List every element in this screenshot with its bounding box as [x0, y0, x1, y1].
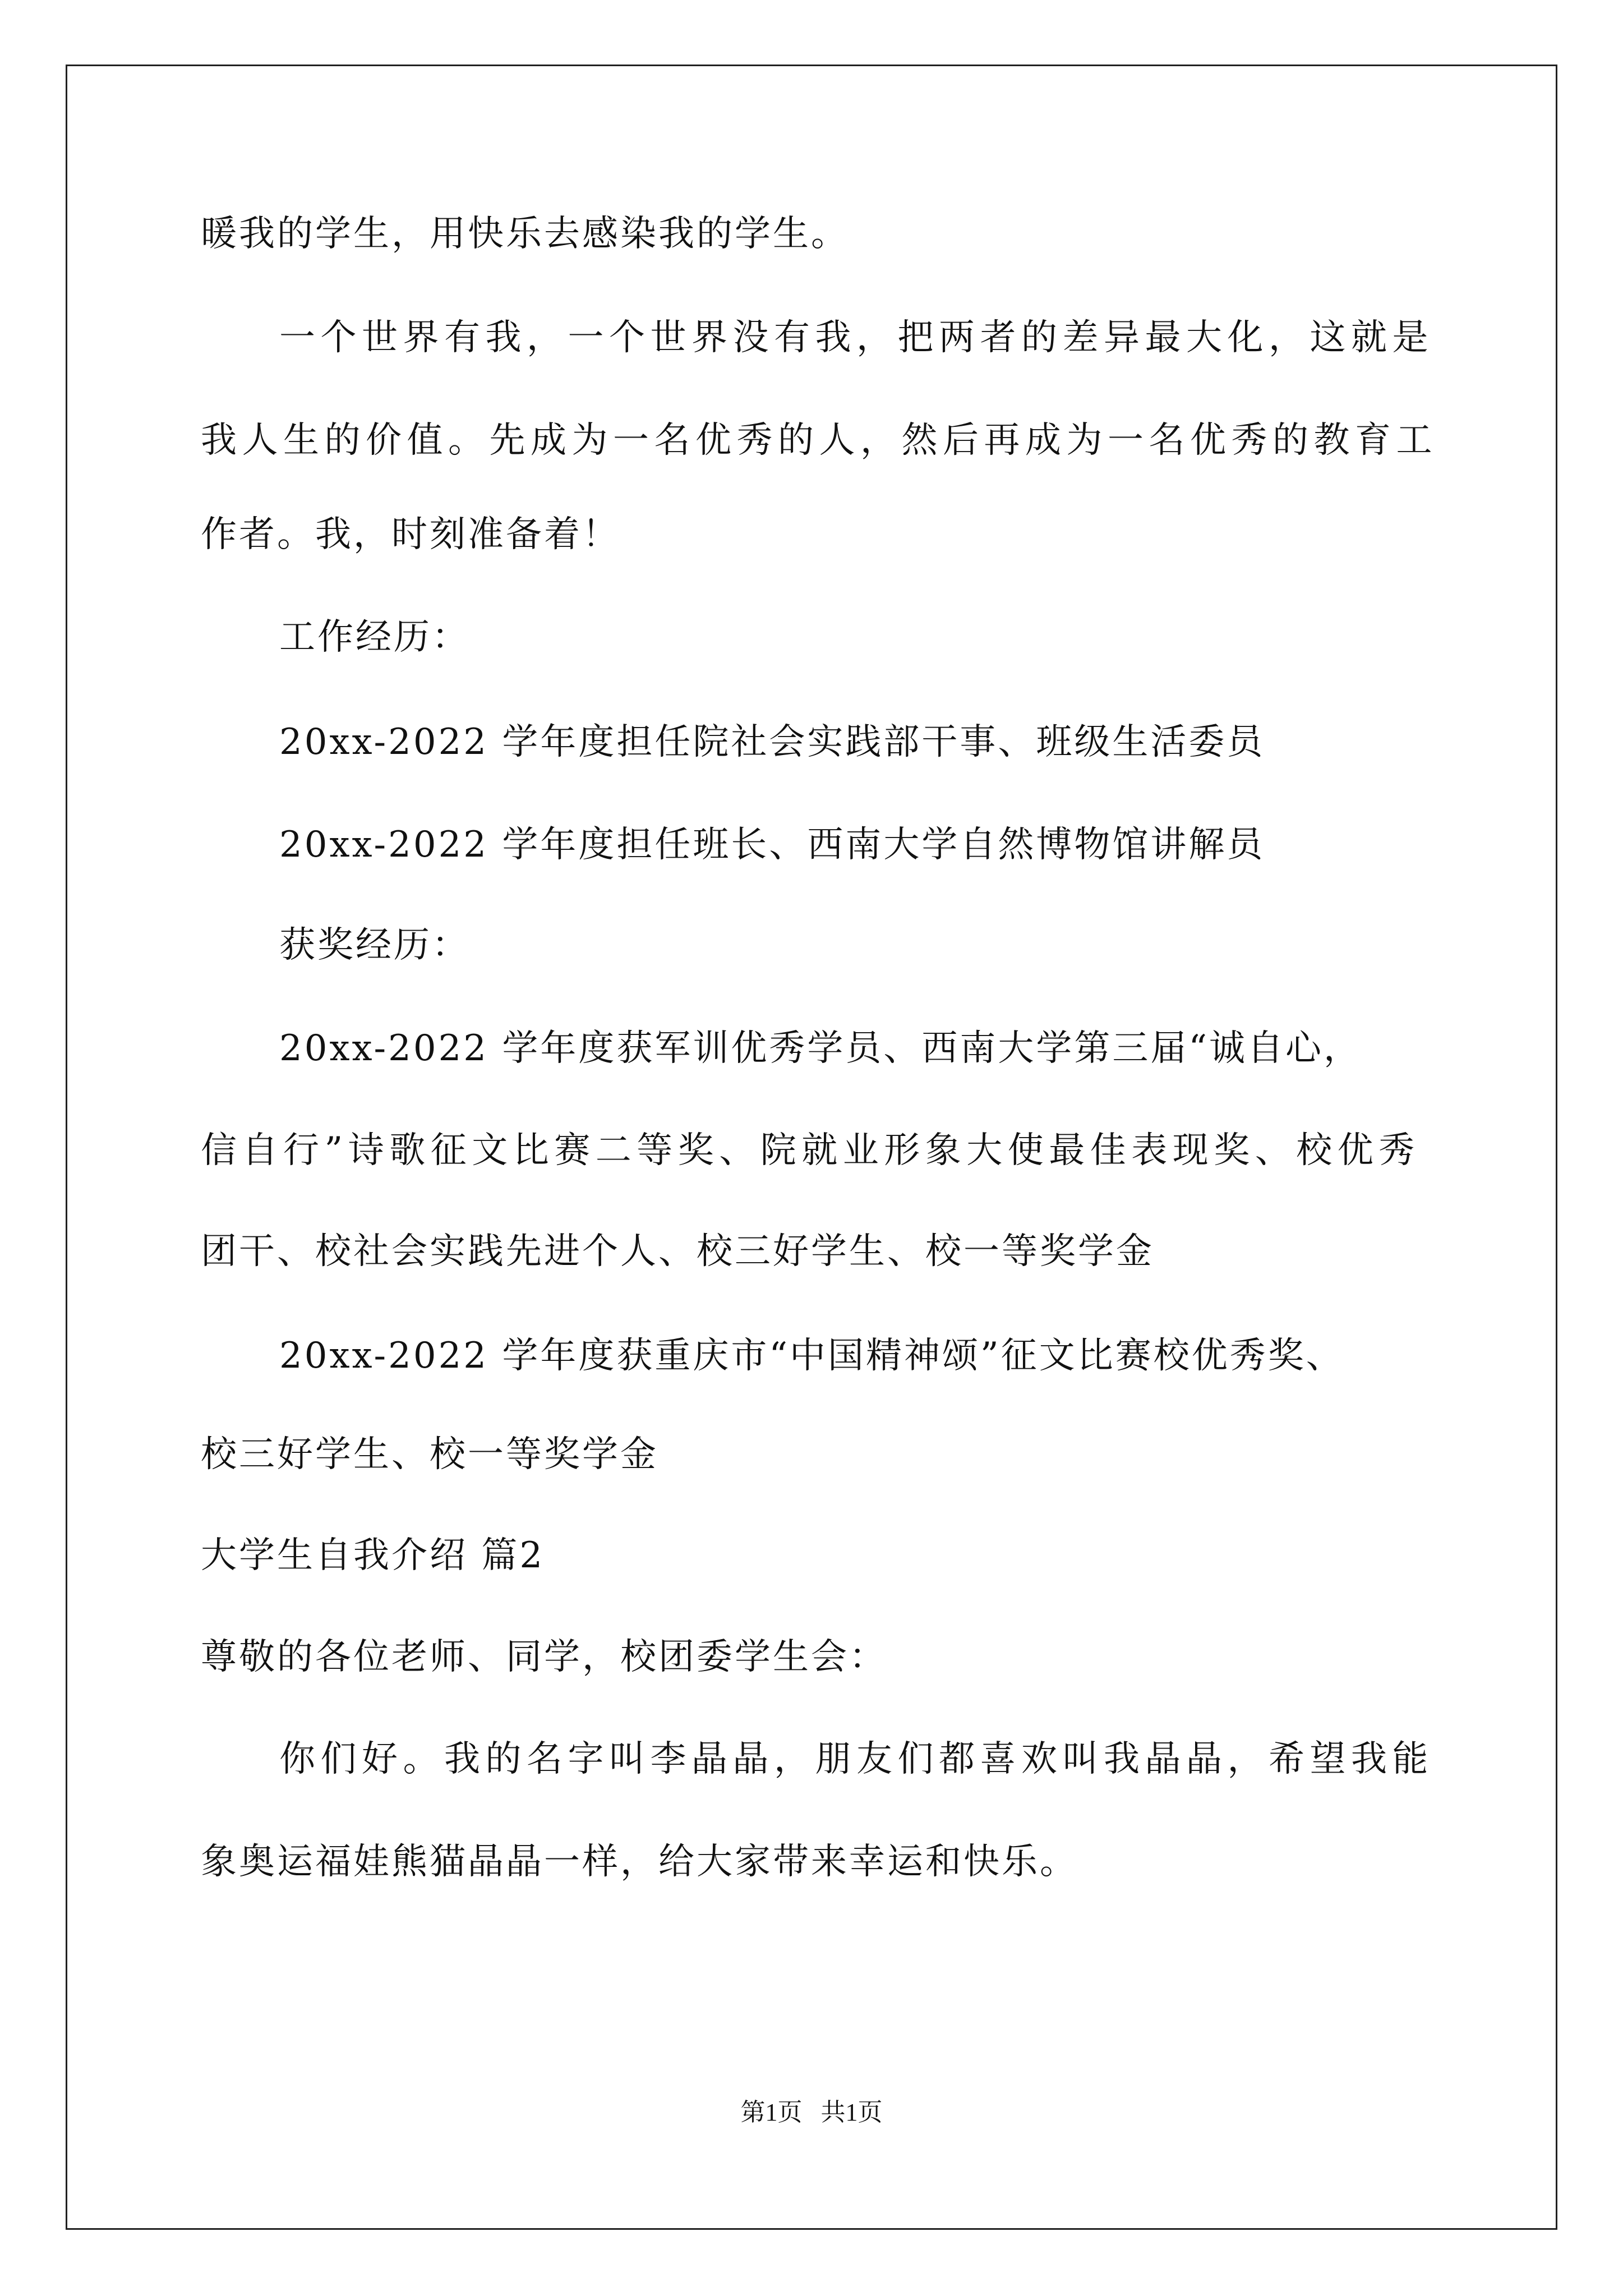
paragraph-line: 信自行”诗歌征文比赛二等奖、院就业形象大使最佳表现奖、校优秀: [201, 1130, 1420, 1171]
page-total: 共1页: [820, 2099, 883, 2126]
page-number: 第1页: [740, 2099, 803, 2126]
salutation: 尊敬的各位老师、同学，校团委学生会：: [201, 1636, 887, 1678]
paragraph-line: 团干、校社会实践先进个人、校三好学生、校一等奖学金: [201, 1231, 1154, 1272]
page-footer: [0, 2097, 1623, 2128]
paragraph-line: 我人生的价值。先成为一名优秀的人，然后再成为一名优秀的教育工: [201, 420, 1437, 461]
paragraph-line: 20xx-2022 学年度获重庆市“中国精神颂”征文比赛校优秀奖、: [279, 1335, 1344, 1377]
paragraph-line: 作者。我，时刻准备着！: [201, 514, 620, 555]
paragraph-line: 20xx-2022 学年度获军训优秀学员、西南大学第三届“诚自心，: [279, 1028, 1362, 1069]
paragraph-line: 20xx-2022 学年度担任院社会实践部干事、班级生活委员: [279, 721, 1265, 763]
paragraph-line: 你们好。我的名字叫李晶晶，朋友们都喜欢叫我晶晶，希望我能: [279, 1738, 1433, 1780]
article-title: 大学生自我介绍 篇2: [201, 1535, 545, 1576]
paragraph-line: 象奥运福娃熊猫晶晶一样，给大家带来幸运和快乐。: [201, 1841, 1078, 1883]
paragraph-line: 校三好学生、校一等奖学金: [201, 1434, 658, 1475]
paragraph-line: 20xx-2022 学年度担任班长、西南大学自然博物馆讲解员: [279, 824, 1265, 866]
paragraph-line: 暖我的学生，用快乐去感染我的学生。: [201, 213, 849, 255]
section-heading-work: 工作经历：: [279, 616, 470, 658]
section-heading-awards: 获奖经历：: [279, 924, 470, 966]
paragraph-line: 一个世界有我，一个世界没有我，把两者的差异最大化，这就是: [279, 317, 1433, 358]
